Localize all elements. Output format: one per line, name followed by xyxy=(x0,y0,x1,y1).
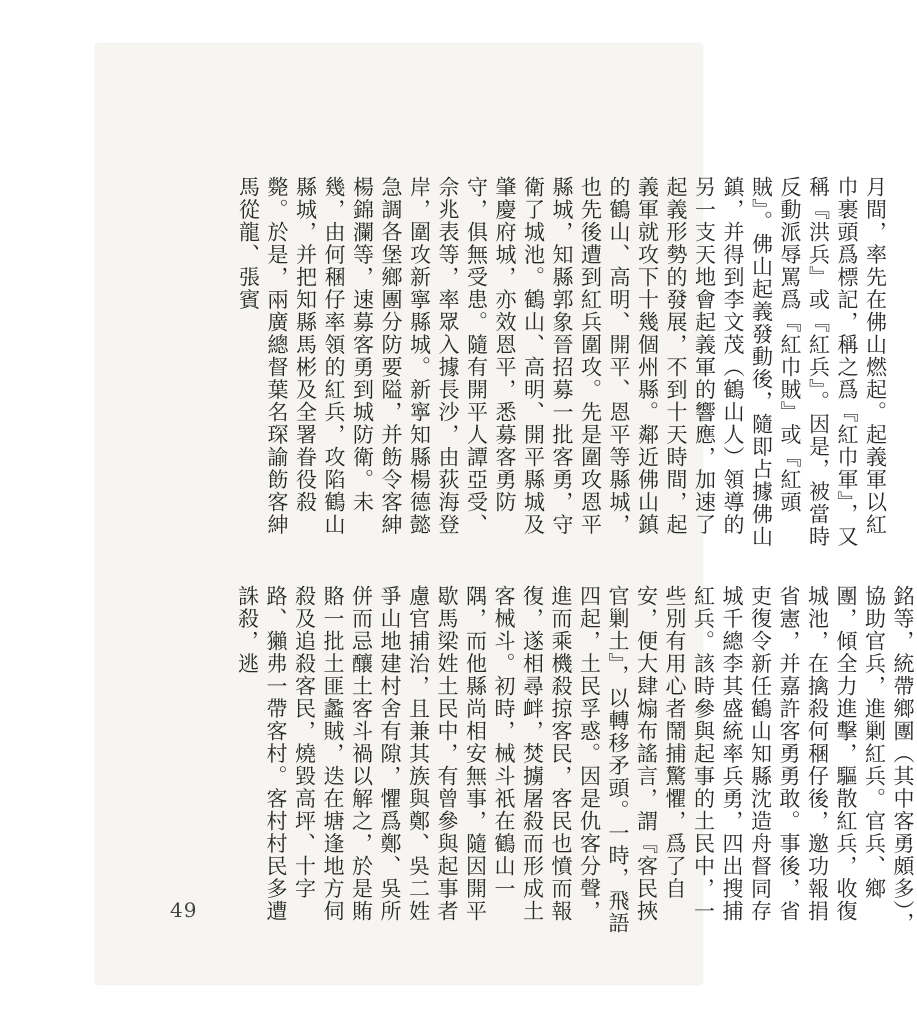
upper-paragraph: 月間，率先在佛山燃起。起義軍以紅巾裹頭爲標記，稱之爲『紅巾軍』，又稱『洪兵』或『紅兵』。因是，被當時反動派辱罵爲『紅巾賊』或『紅頭賊』。佛山起義發動後，隨即占據佛山鎮，并得到李文茂（鶴山人）領導的另一支天地會起義軍的響應，加速了起義形勢的發展，不到十天時間，起義軍就攻下十幾個州縣。鄰近佛山鎮的鶴山、高明、開平、恩平等縣城，也先後遭到紅兵圍攻。先是圍攻恩平縣城，知縣郭象晉招募一批客勇，守衛了城池。鶴山、高明、開平縣城及肇慶府城，亦效恩平，悉募客勇防守，俱無受患。隨有開平人譚亞受、佘兆表等，率眾入據長沙，由荻海登岸，圍攻新寧縣城。新寧知縣楊德懿急調各堡鄉團分防要隘，并飭令客紳楊錦瀾等，速募客勇到城防衛。未幾，由何稛仔率領的紅兵，攻陷鶴山縣城，并把知縣馬彬及全署眷役殺斃。於是，兩廣總督葉名琛諭飭客紳馬從龍、張賓 xyxy=(236,176,888,548)
upper-text-block xyxy=(234,176,890,554)
page-number: 49 xyxy=(170,898,198,922)
lower-paragraph: 銘等，統帶鄉團（其中客勇頗多），協助官兵，進剿紅兵。官兵、鄉團，傾全力進擊，驅散紅兵，收復城池，在擒殺何稛仔後，邀功報捐省憲，并嘉許客勇勇敢。事後，省吏復令新任鶴山知縣沈造舟督同存城千總李其盛統率兵勇，四出搜捕紅兵。該時參與起事的土民中，一些別有用心者鬧捕驚懼，爲了自安，便大肆煽布謠言，謂『客民挾官剿土』，以轉移矛頭。一時，飛語四起，土民孚惑。因是仇客分聲，進而乘機殺掠客民，客民也憤而報復，遂相尋衅，焚擄屠殺而形成土客械斗。初時，械斗祇在鶴山一隅，而他縣尚相安無事，隨因開平歇馬梁姓土民中，有曾參與起事者慮官捕治，且兼其族與鄭、吳二姓爭山地建村舍有隙，懼爲鄭、吳所併而忌釀土客斗禍以解之，於是賄賂一批土匪蠡賊，迭在塘逢地方伺殺及追殺客民，燒毀高坪、十字路、獺弗一帶客村。客村村民多遭誅殺，逃 xyxy=(235,585,915,935)
document-page xyxy=(96,44,915,984)
lower-text-block xyxy=(233,585,917,938)
